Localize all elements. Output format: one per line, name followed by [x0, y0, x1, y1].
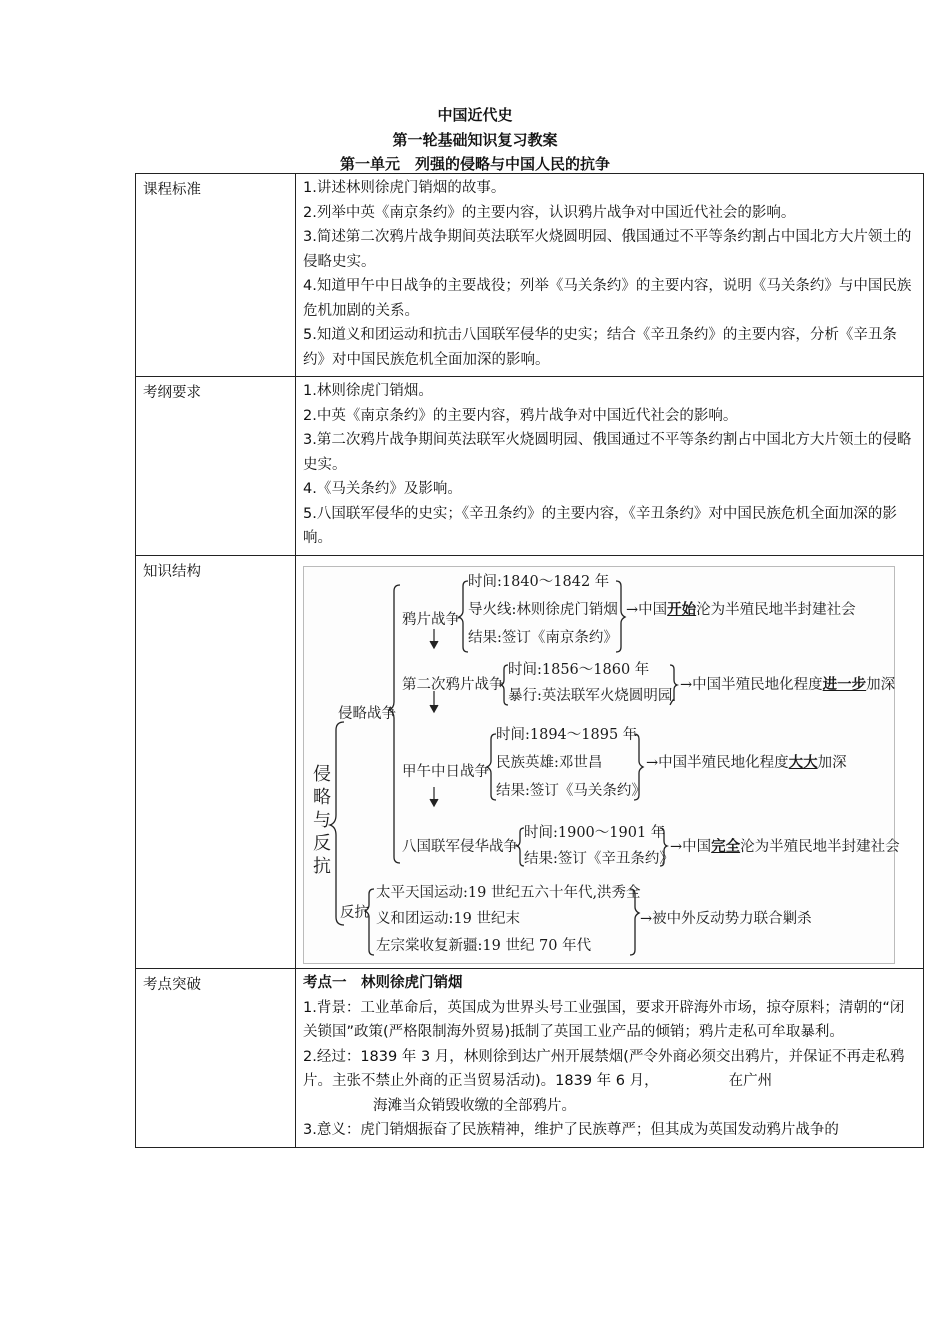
standards-item: 1.讲述林则徐虎门销烟的故事。	[303, 180, 506, 196]
knowledge-structure-diagram	[303, 566, 900, 964]
diagram-war2-atrocity: 暴行:英法联军火烧圆明园	[508, 688, 673, 704]
diagram-war2-effect-key: 进一步	[822, 676, 867, 693]
diagram-war4-effect: →中国完全沦为半殖民地半封建社会	[670, 838, 900, 855]
diagram-war3-name: 甲午中日战争	[402, 764, 489, 780]
diagram-war4-name: 八国联军侵华战争	[402, 839, 518, 855]
document-subtitle: 第一轮基础知识复习教案	[392, 131, 558, 149]
diagram-war4-result: 结果:签订《辛丑条约》	[524, 851, 674, 867]
diagram-war1-name: 鸦片战争	[402, 612, 460, 628]
requirements-item: 4.《马关条约》及影响。	[303, 481, 462, 497]
row-label-key-points: 考点突破	[136, 969, 296, 1148]
key-point-background: 1.背景：工业革命后，英国成为世界头号工业强国，要求开辟海外市场，掠夺原料；清朝的“闭关锁国”政策(严格限制海外贸易)抵制了英国工业产品的倾销；鸦片走私可牟取暴利。	[303, 999, 905, 1040]
document-title: 中国近代史	[437, 106, 513, 124]
requirements-item: 5.八国联军侵华的史实；《辛丑条约》的主要内容，《辛丑条约》对中国民族危机全面加深的影响。	[303, 505, 897, 546]
standards-content	[296, 174, 924, 377]
diagram-war1-result: 结果:签订《南京条约》	[468, 630, 618, 646]
standards-item: 5.知道义和团运动和抗击八国联军侵华的史实；结合《辛丑条约》的主要内容，分析《辛丑条约》对中国民族危机全面加深的影响。	[303, 327, 897, 368]
standards-item: 2.列举中英《南京条约》的主要内容，认识鸦片战争对中国近代社会的影响。	[303, 204, 796, 221]
diagram-war3-time: 时间:1894～1895 年	[496, 727, 638, 743]
diagram-resist-item2: 义和团运动:19 世纪末	[376, 911, 520, 927]
diagram-war3-effect: →中国半殖民地化程度大大加深	[646, 754, 847, 771]
lesson-table	[135, 173, 924, 1148]
diagram-aggression-label: 侵略战争	[338, 706, 396, 722]
diagram-war4-time: 时间:1900～1901 年	[524, 825, 666, 841]
standards-item: 3.简述第二次鸦片战争期间英法联军火烧圆明园、俄国通过不平等条约割占中国北方大片领土的侵略史实。	[303, 229, 912, 270]
diagram-resist-effect: →被中外反动势力联合剿杀	[640, 911, 812, 927]
diagram-war2-name: 第二次鸦片战争	[402, 677, 504, 693]
diagram-war1-time: 时间:1840～1842 年	[468, 574, 610, 590]
diagram-resist-item3: 左宗棠收复新疆:19 世纪 70 年代	[376, 938, 592, 954]
key-points-content	[296, 969, 924, 1148]
row-label-standards: 课程标准	[136, 174, 296, 377]
diagram-war3-effect-key: 大大	[788, 754, 818, 771]
diagram-war1-effect: →中国开始沦为半殖民地半封建社会	[626, 601, 856, 618]
requirements-content	[296, 377, 924, 556]
diagram-resistance-label: 反抗	[340, 905, 369, 921]
requirements-item: 2.中英《南京条约》的主要内容，鸦片战争对中国近代社会的影响。	[303, 407, 738, 424]
diagram-war3-hero: 民族英雄:邓世昌	[496, 755, 603, 771]
diagram-root-label: 侵略与反抗	[313, 764, 331, 877]
diagram-war1-fuse: 导火线:林则徐虎门销烟	[468, 602, 618, 618]
diagram-war2-effect: →中国半殖民地化程度进一步加深	[680, 676, 896, 693]
row-requirements	[136, 377, 924, 556]
diagram-war2-time: 时间:1856～1860 年	[508, 662, 650, 678]
structure-content	[296, 556, 924, 969]
standards-item: 4.知道甲午中日战争的主要战役；列举《马关条约》的主要内容，说明《马关条约》与中国民族危机加剧的关系。	[303, 278, 912, 319]
row-key-points	[136, 969, 924, 1148]
requirements-item: 1.林则徐虎门销烟。	[303, 383, 433, 399]
row-label-requirements: 考纲要求	[136, 377, 296, 556]
diagram-war3-result: 结果:签订《马关条约》	[496, 783, 646, 799]
unit-title: 第一单元 列强的侵略与中国人民的抗争	[339, 155, 610, 173]
diagram-war4-effect-key: 完全	[711, 838, 741, 855]
row-structure	[136, 556, 924, 969]
key-point-significance: 3.意义：虎门销烟振奋了民族精神，维护了民族尊严；但其成为英国发动鸦片战争的	[303, 1122, 839, 1138]
diagram-resist-item1: 太平天国运动:19 世纪五六十年代,洪秀全	[376, 885, 641, 901]
requirements-item: 3.第二次鸦片战争期间英法联军火烧圆明园、俄国通过不平等条约割占中国北方大片领土的侵略史实。	[303, 432, 912, 473]
row-standards	[136, 174, 924, 377]
key-point-heading: 考点一 林则徐虎门销烟	[303, 975, 463, 991]
row-label-structure: 知识结构	[136, 556, 296, 969]
key-point-process: 2.经过：1839 年 3 月，林则徐到达广州开展禁烟(严令外商必须交出鸦片，并保证不再走私鸦片。主张不禁止外商的正当贸易活动)。1839 年 6 月， 在广州 海滩当众销毁收缴的全部鸦片。	[303, 1048, 905, 1114]
diagram-war1-effect-key: 开始	[667, 601, 697, 618]
